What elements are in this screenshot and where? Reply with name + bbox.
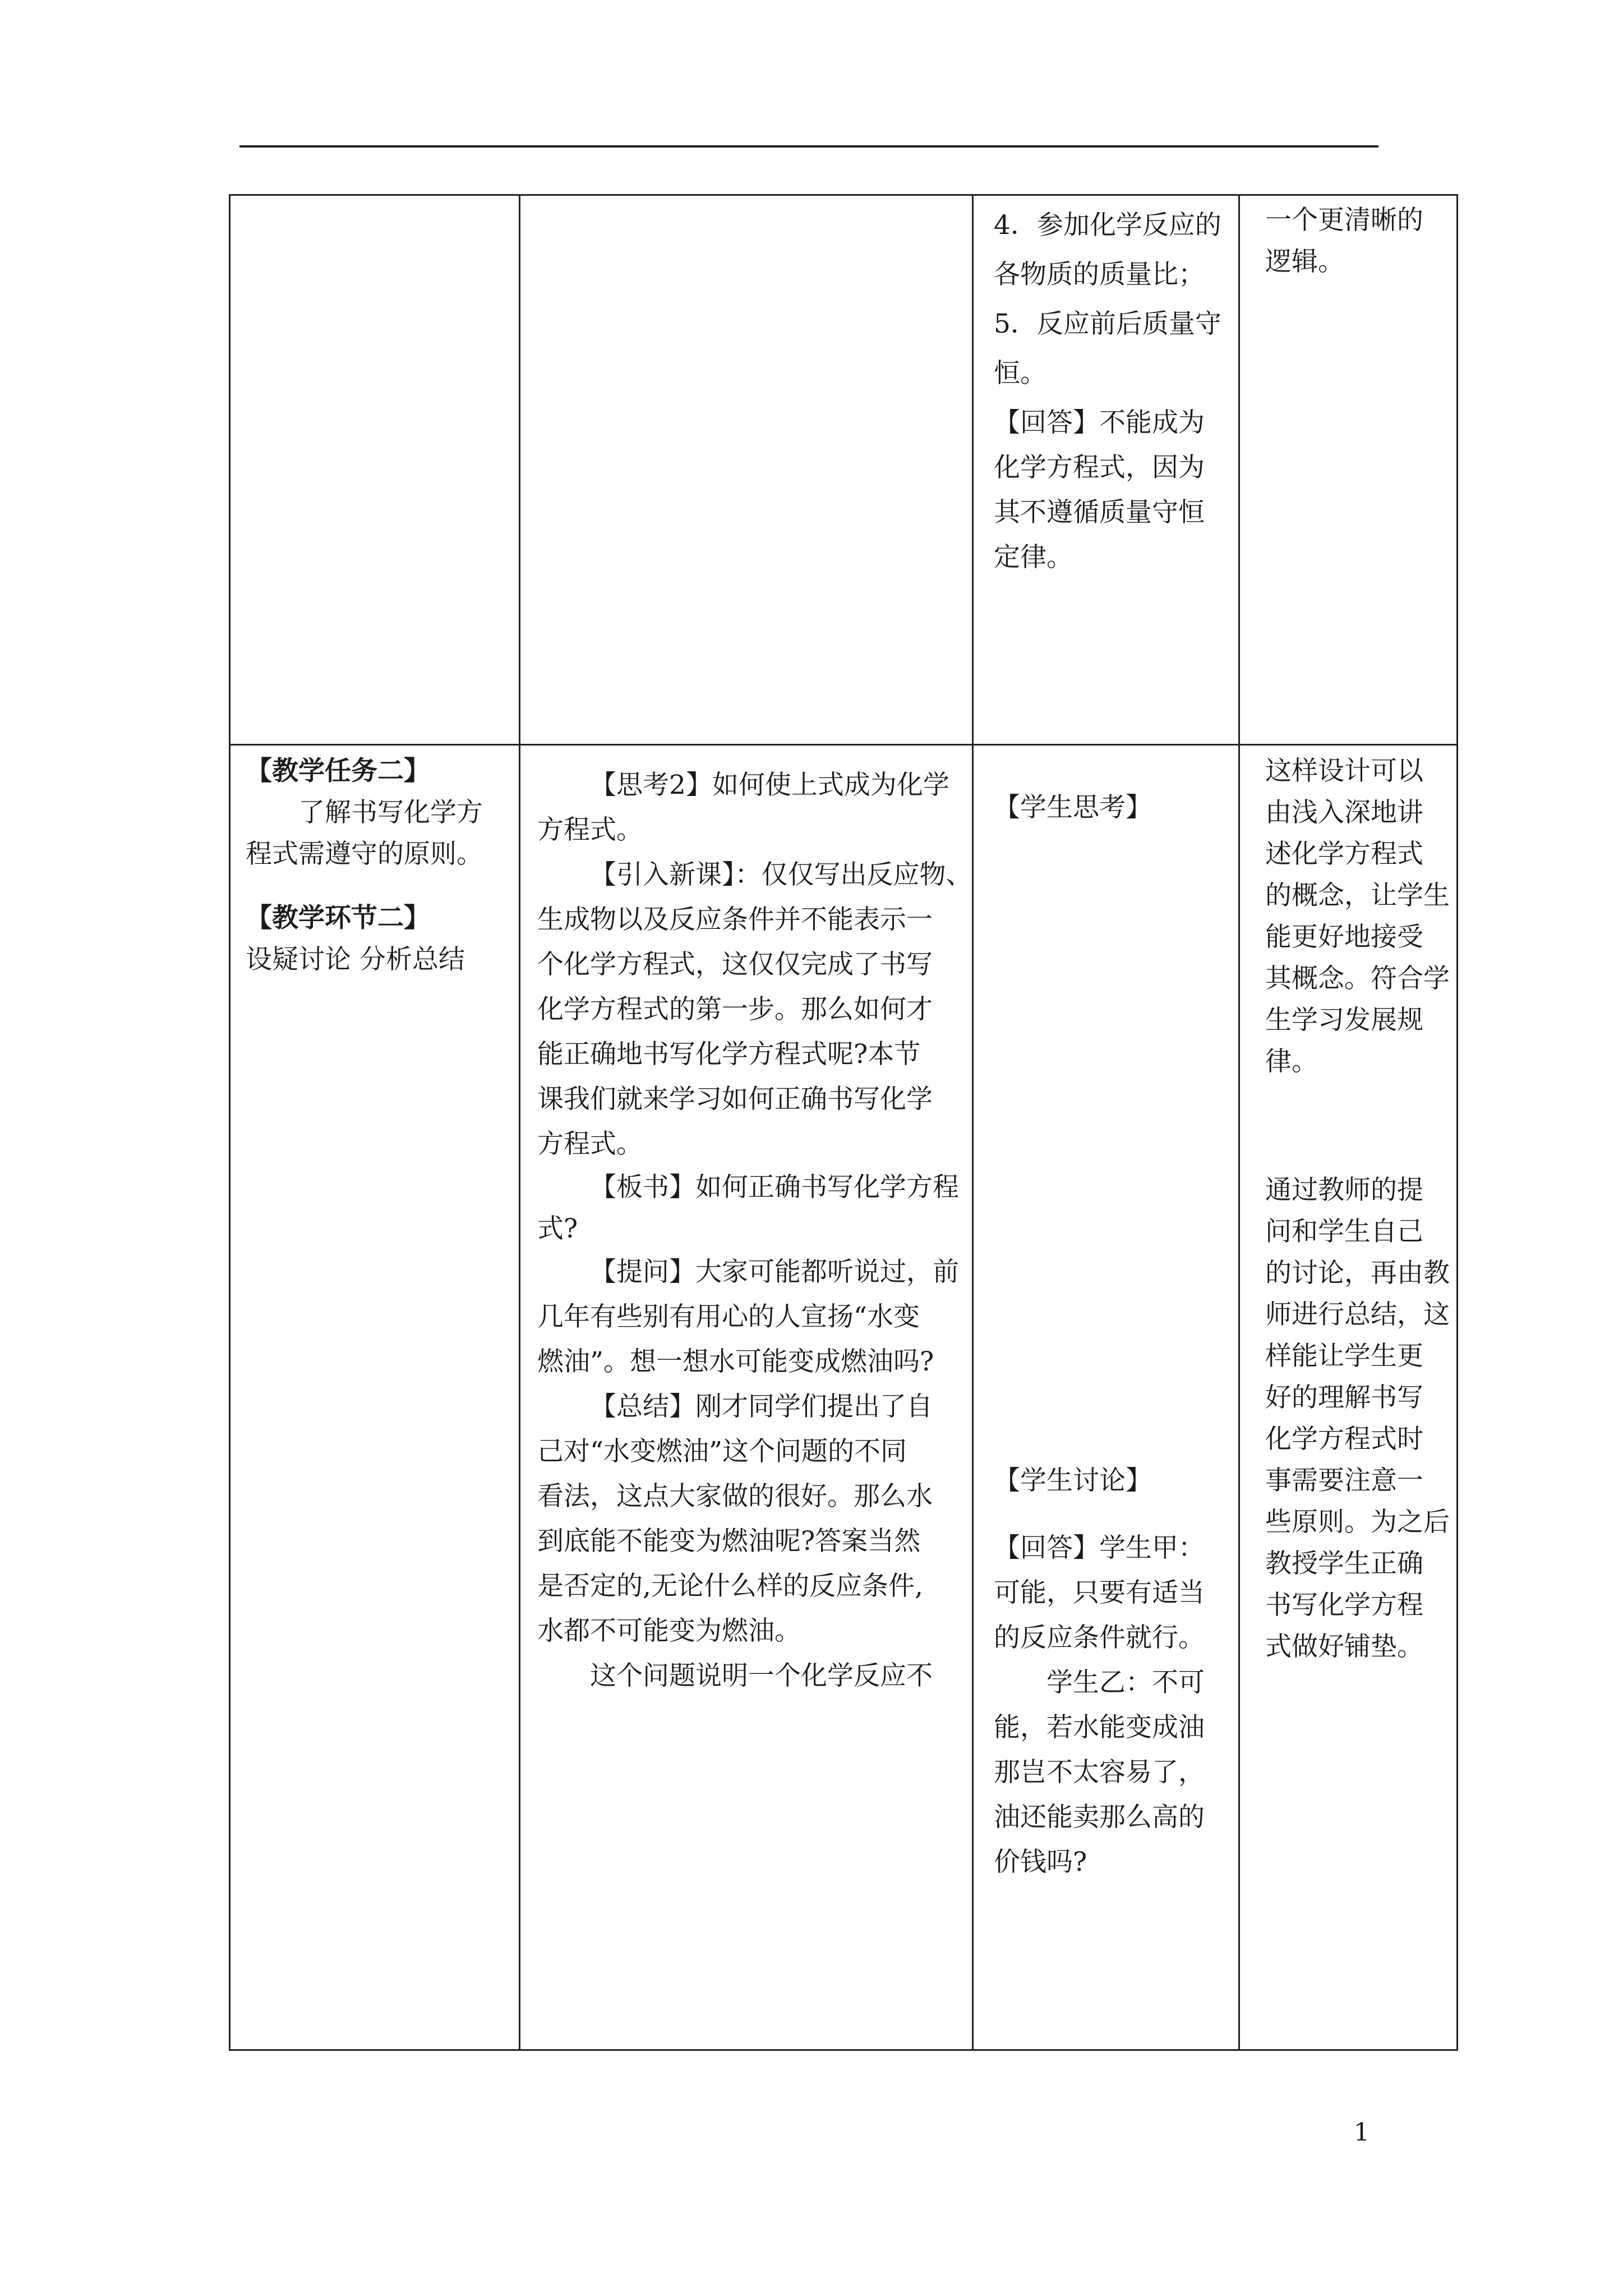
text-line: 通过教师的提 bbox=[1265, 1175, 1423, 1205]
text-line: 的反应条件就行。 bbox=[994, 1622, 1205, 1653]
text-line: 能，若水能变成油 bbox=[994, 1712, 1205, 1743]
text-line: 【回答】不能成为 bbox=[994, 407, 1205, 438]
text-line: 恒。 bbox=[994, 358, 1046, 389]
text-line: 一个更清晰的 bbox=[1265, 205, 1423, 236]
text-line: 书写化学方程 bbox=[1265, 1590, 1423, 1621]
text-line: 其概念。符合学 bbox=[1265, 963, 1450, 994]
row1-student-activity-cell bbox=[994, 203, 1241, 580]
text-line: 个化学方程式，这仅仅完成了书写 bbox=[537, 949, 933, 980]
row2-design-intent-cell bbox=[1265, 751, 1467, 1668]
row1-design-intent-cell bbox=[1265, 200, 1467, 283]
table-row-divider bbox=[229, 744, 1458, 746]
text-line: 逻辑。 bbox=[1265, 246, 1344, 277]
text-line: 化学方程式时 bbox=[1265, 1424, 1423, 1455]
text-line: 的讨论，再由教 bbox=[1265, 1258, 1450, 1289]
text-line: 到底能不能变为燃油呢?答案当然 bbox=[537, 1526, 921, 1557]
student-think-label: 【学生思考】 bbox=[994, 792, 1152, 823]
text-line: 生成物以及反应条件并不能表示一 bbox=[537, 904, 933, 935]
text-line: 式? bbox=[537, 1213, 578, 1244]
text-line: 律。 bbox=[1265, 1046, 1318, 1077]
text-line: 方程式。 bbox=[537, 815, 643, 845]
text-line: 【提问】大家可能都听说过，前 bbox=[590, 1257, 959, 1287]
text-line: 【总结】刚才同学们提出了自 bbox=[590, 1391, 933, 1422]
text-line: 能更好地接受 bbox=[1265, 922, 1423, 953]
text-line: 设疑讨论 分析总结 bbox=[246, 944, 465, 975]
text-line: 【板书】如何正确书写化学方程 bbox=[590, 1172, 959, 1203]
text-line: 可能，只要有适当 bbox=[994, 1577, 1205, 1608]
text-line: 几年有些别有用心的人宣扬“水变 bbox=[537, 1301, 920, 1332]
text-line: 化学方程式，因为 bbox=[994, 452, 1205, 483]
text-line: 些原则。为之后 bbox=[1265, 1507, 1450, 1538]
text-line: 了解书写化学方 bbox=[298, 797, 483, 828]
text-line: 【思考2】如何使上式成为化学 bbox=[590, 770, 949, 800]
text-line: 学生乙：不可 bbox=[1046, 1667, 1205, 1698]
text-line: 价钱吗? bbox=[994, 1847, 1087, 1878]
text-line: 述化学方程式 bbox=[1265, 839, 1423, 869]
text-line: 水都不可能变为燃油。 bbox=[537, 1616, 801, 1646]
table-top-border bbox=[229, 194, 1458, 196]
page-number: 1 bbox=[1354, 2118, 1370, 2147]
text-line: 方程式。 bbox=[537, 1129, 643, 1159]
text-line: 能正确地书写化学方程式呢?本节 bbox=[537, 1039, 921, 1070]
text-line: 课我们就来学习如何正确书写化学 bbox=[537, 1084, 933, 1115]
text-line: 程式需遵守的原则。 bbox=[246, 839, 483, 869]
student-discuss-label: 【学生讨论】 bbox=[994, 1465, 1152, 1496]
text-line: 由浅入深地讲 bbox=[1265, 797, 1423, 828]
row2-student-activity-cell bbox=[994, 785, 1241, 2042]
table-left-border bbox=[229, 194, 230, 2051]
text-line: 定律。 bbox=[994, 542, 1073, 573]
row2-teacher-activity-cell bbox=[537, 763, 980, 1699]
text-line: 教授学生正确 bbox=[1265, 1548, 1423, 1579]
header-rule bbox=[239, 145, 1378, 148]
text-line: 样能让学生更 bbox=[1265, 1341, 1423, 1372]
text-line: 【回答】学生甲： bbox=[994, 1533, 1205, 1563]
text-line: 这个问题说明一个化学反应不 bbox=[590, 1660, 933, 1691]
text-line: 5．反应前后质量守 bbox=[994, 309, 1221, 339]
text-line: 4．参加化学反应的 bbox=[994, 210, 1221, 241]
text-line: 那岂不太容易了， bbox=[994, 1757, 1205, 1788]
text-line: 事需要注意一 bbox=[1265, 1465, 1423, 1496]
table-bottom-border bbox=[229, 2049, 1458, 2051]
text-line: 各物质的质量比； bbox=[994, 259, 1205, 290]
text-line: 油还能卖那么高的 bbox=[994, 1802, 1205, 1833]
text-line: 生学习发展规 bbox=[1265, 1005, 1423, 1036]
teaching-task-heading: 【教学任务二】 bbox=[246, 756, 430, 786]
text-line: 好的理解书写 bbox=[1265, 1382, 1423, 1413]
table-col-divider-1 bbox=[519, 194, 520, 2051]
text-line: 其不遵循质量守恒 bbox=[994, 497, 1205, 528]
text-line: 看法，这点大家做的很好。那么水 bbox=[537, 1481, 933, 1512]
text-line: 【引入新课】：仅仅写出反应物、 bbox=[590, 859, 972, 890]
text-line: 是否定的,无论什么样的反应条件, bbox=[537, 1571, 923, 1602]
text-line: 化学方程式的第一步。那么如何才 bbox=[537, 994, 933, 1025]
row2-teaching-task-cell bbox=[246, 751, 515, 981]
text-line: 这样设计可以 bbox=[1265, 756, 1423, 786]
text-line: 问和学生自己 bbox=[1265, 1216, 1423, 1247]
text-line: 式做好铺垫。 bbox=[1265, 1631, 1423, 1662]
text-line: 的概念，让学生 bbox=[1265, 880, 1450, 911]
teaching-link-heading: 【教学环节二】 bbox=[246, 903, 430, 933]
text-line: 燃油”。想一想水可能变成燃油吗? bbox=[537, 1346, 934, 1377]
text-line: 师进行总结，这 bbox=[1265, 1299, 1450, 1330]
text-line: 己对“水变燃油”这个问题的不同 bbox=[537, 1436, 907, 1467]
